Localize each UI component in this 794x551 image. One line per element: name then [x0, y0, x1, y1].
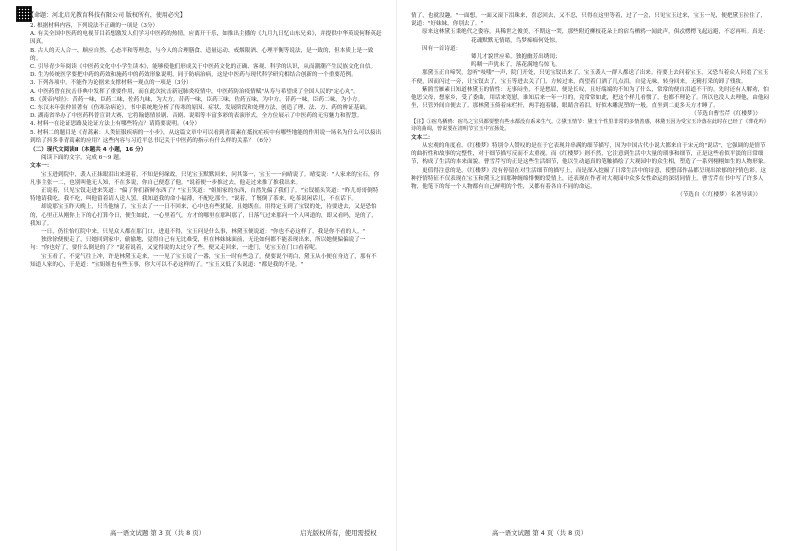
right-paragraph: 【注】①宿鸟栖鸦：宿鸟之宝贝都要整有些水都没有系来生气。②黛玉情节：黛玉个性里非常的多情善感，林黛玉因为受宝玉冷落在此时在已经了《葬花吟》诗的曲调，曾说要在清明节宝玉中宣扬处。 — [411, 118, 769, 133]
footer-copyright: 启光版权所有，使用需授权 — [300, 529, 377, 537]
left-paragraph: 4. 材料一在论证思路及论证方法上有哪些特点？请简要说明。（4分） — [30, 121, 201, 128]
right-paragraph: 那黛玉正自啼哭，忽听"吱喽"一声，院门开处，只见宝钗出来了，宝玉袭人一群人都送了出来。待要上去问着宝玉，又恐当着众人问羞了宝玉不便，因而闪过一旁，让宝钗去了，宝玉等进去关了门，方转过来，尚望着门洒了几点泪。自觉无味，转身回来，无精打采的卸了残妆。 — [411, 70, 769, 85]
right-column — [411, 12, 771, 199]
left-paragraph: A. 有关全国中医药的电视节目若想激发人们学习中医药的热情，应离开干乐，如推出主播的《九月九日忆山东兄弟》，并提供中华英说何释英赶因真。 — [30, 31, 382, 46]
footer-right-page: 高一语文试题 第 4 页（共 8 页） — [492, 529, 587, 537]
left-paragraph: 一日，仍往怡红院中来，只见众人都在那门口，进退不得，宝玉问是什么事，林黛玉便说道："你也不必这样了，我是你不看的人。" — [41, 229, 365, 236]
left-paragraph: 3. 下列各项中，不能作为论据来支撑材料一观点的一项是（3分） — [30, 80, 192, 87]
right-paragraph: 原来这林黛玉秉绝代之姿容，具稀世之俊美，不期这一哭，那些附近柳枝花朵上的宿鸟栖鸦一闻此声，俱忒楞楞飞起远避，不忍再听。真是： — [422, 29, 769, 36]
left-paragraph: B.《黄帝内经》：昔药一味，臣药二味，佐药九味，为大方。昔药一味，臣药三味，佐药五味，为中方。昔药一味，臣药二味，为小方。 — [30, 96, 364, 103]
left-paragraph: 宝玉进到院中，袭人正抹眼泪出来迎着，不知是何缘故。只见宝玉默默回来，问其第一，宝玉一一向晴说了。晴雯说："人家来的宝石，你凡事主张一二，也别叫他无人知，不在多说，你自己便惹了他。"说着便一步推过去，他走过来推了推我出来。 — [30, 171, 380, 186]
left-paragraph: 文本一： — [30, 163, 53, 170]
right-paragraph: 花魂默默无情绪，鸟梦痴痴何处惊。 — [471, 37, 561, 44]
right-paragraph: 紫鹃雪雁素日知道林黛玉的情性：无事闷坐，不是愁眉，便是长叹，且好端端的不知为了什么，常常的便自泪道不干的。先时还有人解劝，怕他思父母，想家乡，受了委曲，用话来宽慰。谁知后来一年一月的，竟常常如此，把这个样儿看惯了，也都不理论了。所以也没人去理他，由他闷坐，只管外间自便去了。那林黛玉倚着床栏杆，两手抱着膝，眼睛含着泪，好似木雕泥塑的一般，直坐到二更多天方才睡了。 — [411, 86, 770, 110]
right-paragraph: 情了，也就没趣。"一面想，一面又滚下泪珠来，喜忍回去，又不忍，只得在这里等着，过了一会，只见宝玉过来，宝玉一见，便把黛玉拉住了，说道："好妹妹，你别去了。" — [411, 13, 766, 28]
left-paragraph: D. 湖南省举办了中医药科普宣讲大赛，它将翰德情景剧、音剧、说唱等丰富多彩的表演形式，全方位展示了中医药的无穷魅力和智慧。 — [30, 113, 363, 120]
left-paragraph: B. 古人的天人合一、顺应自然、心态平和等理念，与今人的合理膳食、适量运动、戒烟限酒、心理平衡等说法，是一致的，但本质上是一致的。 — [30, 47, 374, 62]
left-paragraph: A. 中医药曾在抗击非典中发挥了重要作用，而在此次抗击新冠肺炎疫情中，中医药防治疫情赋"从寿与希望成了全国人民的"定心丸"。 — [30, 88, 359, 95]
left-paragraph: 却说那宝玉昨天晚上，只当他恼了，宝玉去了一一日不回来，心中也有些犹疑，且她既在，用得定玉到了宝钗的处，待要进去，又是恐怕的，心里正从刚你上下的心打算今日，便生如此，一心里着气，方才的哪里在那叫那了，日落气过来那问一个人叫道的，即又看吗，是的了，我知了。 — [30, 204, 377, 227]
left-paragraph: 正说着，只见宝钗走进来笑道："偏了你们新鲜东西了？"宝玉笑道："姐姐家的东西，自然先偏了我们了。"宝钗摇头笑道："昨儿哥哥倒特特地请我吃，我不吃，叫他留着请人送人罢。我知道我的命小福薄，不配吃那个。"说着，丫鬟倒了茶来，吃茶说闲话儿，不在话下。 — [30, 188, 379, 203]
left-paragraph: 宝玉看了，不觉气往上冲，许是林黛玉走来，一一见了宝玉说了一番，宝玉一时有些急了，便要说个明白，黛玉从小便在身边了，那有不知道人家的心，于是道："宝姐姐也有些玉事，你大可以不必这样的了。"宝玉又低了头说道："都是我的不是。" — [30, 253, 377, 268]
right-paragraph: 文本二： — [411, 134, 434, 141]
right-paragraph: （节选自《〈红楼梦〉名著导读》） — [677, 192, 761, 199]
left-paragraph: 阅读下面的文字，完成 6～9 题。 — [41, 155, 125, 162]
page-right — [397, 0, 794, 551]
right-paragraph: 呜咽一声犹未了，落花满地鸟惊飞。 — [471, 62, 561, 69]
right-paragraph: 从宏观的角度看，《红楼梦》特别令人赞叹的是在于它表现并串满的细节描写，因为中国古代小说大都来自于宋元的"说话"，它强调的是情节的曲折性和故事的完整性，对于细节描写反而不太重视。而《红楼梦》则不然，它注意到生活中大量的琐事和细节，正是这些看似平淡的日常细节，构成了生活的本来面貌。曹雪芹写的正是这些生活细节，他以生动逼真的笔触描绘了大观园中的众生相，塑造了一系列栩栩如生的人物形象。 — [411, 143, 770, 166]
right-paragraph: 因有一首诗道： — [422, 45, 462, 52]
footer-left-page: 高一语文试题 第 3 页（共 8 页） — [110, 529, 205, 537]
left-paragraph: D. 生为传统医学要把中药的药效和施药中的药效形象说明，同于防病治病，这是中医药与现代科学研究相结合创新的一个重要范例。 — [30, 72, 357, 79]
right-paragraph: 颦儿才貌世应希，独抱幽芳出绣闺； — [471, 54, 561, 61]
left-paragraph: （二）现代文阅读Ⅱ（本题共 4 小题，16 分） — [30, 147, 147, 154]
left-paragraph: 2. 根据材料内容，下列说法不正确的一项是（3分） — [30, 23, 159, 29]
right-paragraph: （节选自曹雪芹《红楼梦》） — [691, 111, 761, 118]
left-paragraph: 独徐徐便便走了，只她回到家中，偷偷地，觉得自己有无比难受，但在林妹妹面前，无论如何都不能表现出来，所以她便偏偏说了一句："你也好了，要什么倒是的了？"说着说着，又觉得说的太过分了些，便又走回来，一进门，见宝玉在门口看着呢。 — [30, 237, 366, 252]
left-paragraph: C. 东汉末年张仲景著有《伤寒杂病论》，书中系统地分析了传寒的原因、症状、发展阶段和处理方法，创造了理、法、方、药的辨证基础。 — [30, 105, 371, 112]
left-column — [30, 22, 382, 269]
right-paragraph: 更值得注意的是，《红楼梦》没有停留在对生活细节的描写上，而是深入挖掘了日常生活中的诗意，使整部作品都呈现出浓郁的抒情色彩。这种抒情特征不仅表现在宝玉和黛玉之间那种缠绵悱恻的爱情上，还表现在作者对大观园中众多女性命运的深切同情上。曹雪芹在书中写了许多人物，他笔下的每一个人物都有自己鲜明的个性，又都有着各自不同的命运。 — [411, 167, 767, 191]
left-paragraph: C. 引导青少年阅读《中医药文化中小学生读本》，能够使他们形成关于中医药文化的正确、客观、科学的认识，从而潮潮产生民族文化自信。 — [30, 64, 377, 71]
left-paragraph: 5. 材料二的题目是《青蒿素：人类征服疾病的一小步》，从这篇文章中可以看到青蒿素在抵抗疟疾中有哪些地能的作用说一场名为什么可以接出到给了抖多非青蒿素的应用？这些内容与习近平总书记关于中医药的指示有什么样的关系？（6分） — [30, 129, 382, 144]
page-header: 【命题：河北启光教育科技有限公司 版权所有，使用必究】 — [28, 12, 186, 19]
